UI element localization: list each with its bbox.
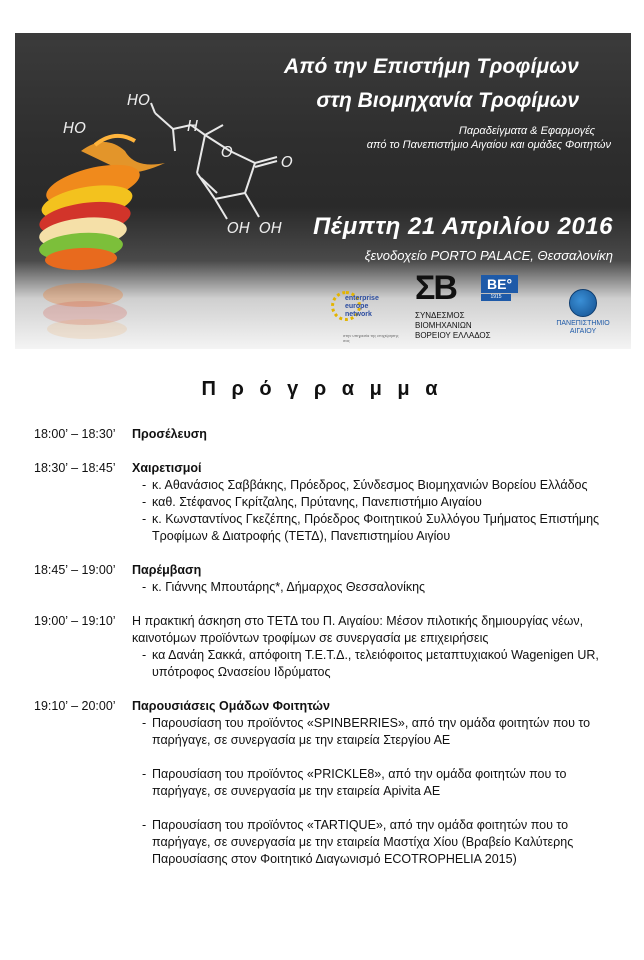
list-item-text: Παρουσίαση του προϊόντος «TARTIQUE», από την ομάδα φοιτητών που το παρήγαγε, σε συνεργασία με την εταιρεία Μαστίχα Χίου (Βραβείο Καλύτερης Παρουσίασης στον Φοιτητικό Διαγωνισμό ECOTROPHELIA 2015) [152, 818, 574, 866]
een-line3: network [345, 311, 372, 318]
list-item: - κ. Γιάννης Μπουτάρης*, Δήμαρχος Θεσσαλονίκης [142, 580, 426, 594]
slot-time: 19:00’ – 19:10’ [34, 614, 116, 628]
slot-content [132, 426, 614, 443]
schedule [34, 426, 614, 885]
schedule-slot [34, 426, 614, 443]
fruit-stack-image [37, 136, 165, 339]
chem-label-oh-2: OH [259, 219, 283, 237]
slot-time: 18:00’ – 18:30’ [34, 427, 116, 441]
university-name [543, 320, 623, 336]
slot-heading: Χαιρετισμοί [132, 461, 202, 475]
university-globe-icon [569, 289, 597, 317]
list-item-text: κα Δανάη Σακκά, απόφοιτη Τ.Ε.Τ.Δ., τελειόφοιτος μεταπτυχιακού Wagenigen UR, υπότροφος Ωνασείου Ιδρύματος [152, 648, 599, 679]
sbbe-line3: ΒΟΡΕΙΟΥ ΕΛΛΑΔΟΣ [415, 331, 491, 340]
slot-content [132, 698, 614, 868]
slot-content [132, 460, 614, 545]
list-item: - καθ. Στέφανος Γκρίτζαλης, Πρύτανης, Πανεπιστήμιο Αιγαίου [142, 495, 482, 509]
banner-artwork [15, 33, 631, 349]
slot-heading: Παρουσιάσεις Ομάδων Φοιτητών [132, 699, 330, 713]
event-date: Πέμπτη 21 Απριλίου 2016 [313, 213, 613, 240]
list-item: - κ. Κωνσταντίνος Γκεζέπης, Πρόεδρος Φοιτητικού Συλλόγου Τμήματος Επιστήμης Τροφίμων & Διατροφής (ΤΕΤΔ), Πανεπιστημίου Αιγίου [142, 512, 600, 543]
slot-heading: Προσέλευση [132, 427, 207, 441]
university-aegean-logo [543, 289, 623, 341]
sbbe-line1: ΣΥΝΔΕΣΜΟΣ [415, 311, 465, 320]
slot-content [132, 562, 614, 596]
een-line1: enterprise [345, 295, 379, 302]
sbbe-name [415, 311, 491, 341]
chem-label-o: O [281, 153, 293, 171]
banner-subtitle-line2: από το Πανεπιστήμιο Αιγαίου και ομάδες Φοιτητών [366, 139, 611, 151]
list-item-text: Παρουσίαση του προϊόντος «SPINBERRIES», από την ομάδα φοιτητών που το παρήγαγε, σε συνεργασία με την εταιρεία Στεργίου ΑΕ [152, 716, 591, 747]
schedule-slot [34, 613, 614, 681]
uni-line1: ΠΑΝΕΠΙΣΤΗΜΙΟ [556, 320, 610, 327]
event-venue: ξενοδοχείο PORTO PALACE, Θεσσαλονίκη [364, 248, 613, 263]
list-item: - κ. Αθανάσιος Σαββάκης, Πρόεδρος, Σύνδεσμος Βιομηχανιών Βορείου Ελλάδος [142, 478, 588, 492]
uni-line2: ΑΙΓΑΙΟΥ [569, 328, 597, 335]
banner-subtitle-line1: Παραδείγματα & Εφαρμογές [458, 125, 595, 137]
chem-label-h: H [187, 117, 199, 135]
chem-label-ho-1: HO [127, 91, 151, 109]
slot-description: Η πρακτική άσκηση στο ΤΕΤΔ του Π. Αιγαίου: Μέσον πιλοτικής δημιουργίας νέων, καινοτόμων προϊόντων τροφίμων σε συνεργασία με επιχειρήσεις [132, 614, 584, 645]
slot-heading: Παρέμβαση [132, 563, 202, 577]
sbbe-logo [415, 269, 525, 341]
chem-label-o-ring: O [221, 143, 233, 161]
molecule-drawing [151, 103, 277, 219]
list-item-text: κ. Κωνσταντίνος Γκεζέπης, Πρόεδρος Φοιτητικού Συλλόγου Τμήματος Επιστήμης Τροφίμων & Διατροφής (ΤΕΤΔ), Πανεπιστημίου Αιγίου [152, 512, 600, 543]
sbbe-be: ΒΕ° [481, 275, 518, 293]
enterprise-europe-network-logo [331, 289, 401, 345]
slot-time: 19:10’ – 20:00’ [34, 699, 116, 713]
list-item: - Παρουσίαση του προϊόντος «PRICKLE8», από την ομάδα φοιτητών που το παρήγαγε, σε συνεργασία με την εταιρεία Apivita AE [142, 767, 567, 798]
chem-label-ho-2: HO [63, 119, 87, 137]
schedule-slot [34, 562, 614, 596]
list-item: - Παρουσίαση του προϊόντος «SPINBERRIES», από την ομάδα φοιτητών που το παρήγαγε, σε συνεργασία με την εταιρεία Στεργίου ΑΕ [142, 716, 591, 747]
een-line2: europe [345, 303, 369, 310]
een-logo-text [345, 295, 379, 319]
list-item: - κα Δανάη Σακκά, απόφοιτη Τ.Ε.Τ.Δ., τελειόφοιτος μεταπτυχιακού Wagenigen UR, υπότροφος Ωνασείου Ιδρύματος [142, 648, 599, 679]
program-title: Π ρ ό γ ρ α μ μ α [201, 378, 443, 400]
banner-title-line1: Από την Επιστήμη Τροφίμων [283, 55, 579, 78]
een-tagline: στην υπηρεσία της επιχείρησης σας [343, 333, 399, 343]
sbbe-line2: ΒΙΟΜΗΧΑΝΙΩΝ [415, 321, 472, 330]
slot-time: 18:45’ – 19:00’ [34, 563, 116, 577]
sbbe-year: 1915 [481, 294, 511, 301]
list-item-text: κ. Γιάννης Μπουτάρης*, Δήμαρχος Θεσσαλονίκης [152, 580, 426, 594]
slot-content [132, 613, 614, 681]
list-item-text: καθ. Στέφανος Γκρίτζαλης, Πρύτανης, Πανεπιστήμιο Αιγαίου [152, 495, 482, 509]
schedule-slot [34, 698, 614, 868]
list-item-text: Παρουσίαση του προϊόντος «PRICKLE8», από την ομάδα φοιτητών που το παρήγαγε, σε συνεργασία με την εταιρεία Apivita AE [152, 767, 567, 798]
sbbe-sigma: ΣΒ [415, 269, 456, 307]
event-banner [15, 33, 631, 349]
chem-label-oh-1: OH [227, 219, 251, 237]
schedule-slot [34, 460, 614, 545]
list-item-text: κ. Αθανάσιος Σαββάκης, Πρόεδρος, Σύνδεσμος Βιομηχανιών Βορείου Ελλάδος [152, 478, 588, 492]
slot-time: 18:30’ – 18:45’ [34, 461, 116, 475]
list-item: - Παρουσίαση του προϊόντος «TARTIQUE», από την ομάδα φοιτητών που το παρήγαγε, σε συνεργασία με την εταιρεία Μαστίχα Χίου (Βραβείο Καλύτερης Παρουσίασης στον Φοιτητικό Διαγωνισμό ECOTROPHELIA 2015) [142, 818, 574, 866]
banner-title-line2: στη Βιομηχανία Τροφίμων [316, 89, 579, 112]
